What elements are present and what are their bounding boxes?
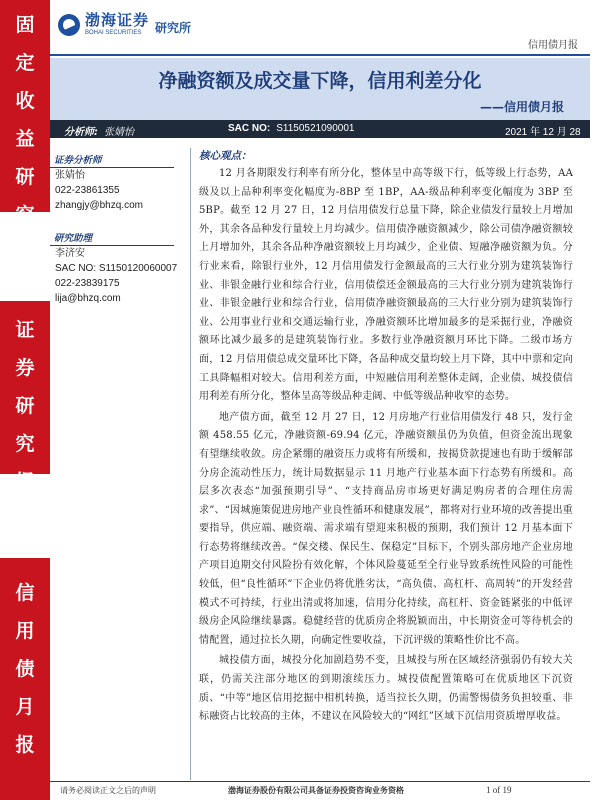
sac-label: SAC NO: [228,123,271,134]
analyst-name: 张婧怡 [104,127,134,138]
report-date: 2021 年 12 月 28 日 [505,127,581,153]
sidebar-char: 月 [15,696,35,718]
sidebar-char: 究 [15,433,35,455]
analyst-name: 张婧怡 [55,170,85,181]
sidebar-label-credit-monthly [0,558,50,800]
analyst-phone: 022-23861355 [55,185,120,196]
sac-info [228,123,354,134]
analyst-heading: 证券分析师 [50,152,174,168]
company-logo [58,12,191,37]
sidebar-char: 报 [15,734,35,756]
page-title: 净融资额及成交量下降，信用利差分化 [158,70,482,92]
sidebar-char: 益 [15,128,35,150]
sidebar-char: 研 [15,166,35,188]
sidebar-char: 证 [15,319,35,341]
sidebar-char: 告 [15,509,35,531]
sidebar-char: 债 [15,658,35,680]
sidebar-char: 究 [15,204,35,226]
sidebar-char: 研 [15,395,35,417]
sac-number: S1150521090001 [276,123,355,134]
core-views-heading: 核心观点： [199,150,252,162]
sidebar-char: 定 [15,52,35,74]
sidebar-char: 信 [15,582,35,604]
assistant-heading: 研究助理 [50,230,174,246]
paragraph-market-overview: 12 月各期限发行利率有所分化，整体呈中高等级下行，低等级上行态势，AA 级及以上品种利率变化幅度为-8BP 至 1BP，AA-级品种利率变化幅度为 3BP 至 5BP。截至 12 月 27 日，12 月信用债发行总量下降，除企业债发行量较上月增加外，其余各品种发行量较上月均减少。信用债净融资额减少，除公司债净融资额较上月增加外，其余各品种净融资额较上月均减少，企业债、短融净融资额为负。分行业来看，除银行业外，12 月信用债发行金额最高的三大行业分别为建筑装饰行业、非银金融行业和综合行业，信用债偿还金额最高的三大行业分别为建筑装饰行业、非银金融行业和综合行业，信用债净融资额最高的三大行业分别为建筑装饰行业、公用事业行业和交通运输行业，净融资额环比增加最多的是采掘行业，净融资额环比减少最多的是建筑装饰行业。多数行业净融资额月环比下降。二级市场方面，12 月信用债总成交量环比下降，各品种成交量均较上月下降，其中中票和定向工具降幅相对较大。信用利差方面，中短融信用利差整体走阔，企业债、城投债信用利差有所分化，整体呈高等级品种走阔、中低等级品种收窄的态势。 [199,168,573,403]
header-divider [50,54,590,56]
assistant-name: 李济安 [55,248,85,259]
sidebar-char: 固 [15,14,35,36]
bohai-logo-icon [58,14,80,36]
analyst-block [50,152,174,213]
sidebar-char: 券 [15,357,35,379]
sidebar-label-research-report [0,301,50,531]
assistant-contact [50,246,177,306]
footer-disclaimer: 请务必阅读正文之后的声明 [60,786,156,795]
main-content [199,148,573,729]
sidebar-label-fixed-income [0,0,50,226]
logo-text [85,12,149,37]
assistant-sac: SAC NO: S1150120060007 [55,263,178,274]
page-header [50,0,600,56]
assistant-phone: 022-23839175 [55,278,120,289]
meta-bar [50,120,590,153]
footer-company-qualification: 渤海证券股份有限公司具备证券投资咨询业务资格 [228,785,404,795]
assistant-block [50,230,177,306]
footer-divider [50,781,590,782]
analyst-info [64,123,134,138]
sidebar-char: 收 [15,90,35,112]
assistant-email[interactable]: lija@bhzq.com [55,293,121,304]
sidebar-char: 报 [15,471,35,493]
page-subtitle: ——信用债月报 [479,100,564,114]
logo-name-cn: 渤海证券 [85,11,150,29]
logo-name-en: BOHAI SECURITIES [85,30,142,36]
analyst-label: 分析师: [64,127,98,138]
author-column [50,148,191,780]
left-red-sidebar [0,0,50,800]
institute-label: 研究所 [155,21,192,35]
report-type-label: 信用债月报 [528,40,578,51]
page-number: 1 of 19 [486,785,512,795]
title-band [50,58,590,120]
paragraph-urban-investment-bonds: 城投债方面，城投分化加剧趋势不变，且城投与所在区域经济强弱仍有较大关联，仍需关注部分地区的到期滚续压力。城投债配置策略可在优质地区下沉资质、“中等”地区信用挖掘中相机转换，适当拉长久期，仍需警惕债务负担较重、非标融资占比较高的主体，不建议在风险较大的“网红”区域下沉信用资质增厚收益。 [199,655,573,723]
sidebar-char: 用 [15,620,35,642]
analyst-contact [50,168,174,213]
paragraph-real-estate-bonds: 地产债方面，截至 12 月 27 日，12 月房地产行业信用债发行 48 只，发行金额 458.55 亿元，净融资额-69.94 亿元，净融资额虽仍为负值，但资金流出现象有望继续收敛。房企紧绷的融资压力或将有所缓和，按揭贷款提速也有助于缓解部分房企流动性压力，统计局数据显示 11 月地产行业基本面下行态势有所缓和。高层多次表态“加强预期引导”、“支持商品房市场更好满足购房者的合理住房需求”、“因城施策促进房地产业良性循环和健康发展”，都将对行业环境的改善提出重要指导，供应端、融资端、需求端有望迎来积极的预期，我们预计 12 月基本面下行态势将继续改善。“保交楼、保民生、保稳定”目标下，个别头部房地产企业房地产项目迫期交付风险扮有效化解，个体风险蔓延至全行业导致系统性风险的可能性较低，但“良性循环”下企业仍将优胜劣汰，“高负债、高杠杆、高周转”的开发经营模式不可持续，行业出清或将加速，信用分化持续，高杠杆、资金链紧张的中低评级房企风险继续暴露。稳健经营的优质房企将脱颖而出，中长期资金可等待机会的情配置，通过拉长久期，向确定性要收益，下沉评级的策略性价比不高。 [199,411,573,646]
analyst-email[interactable]: zhangjy@bhzq.com [55,200,143,211]
